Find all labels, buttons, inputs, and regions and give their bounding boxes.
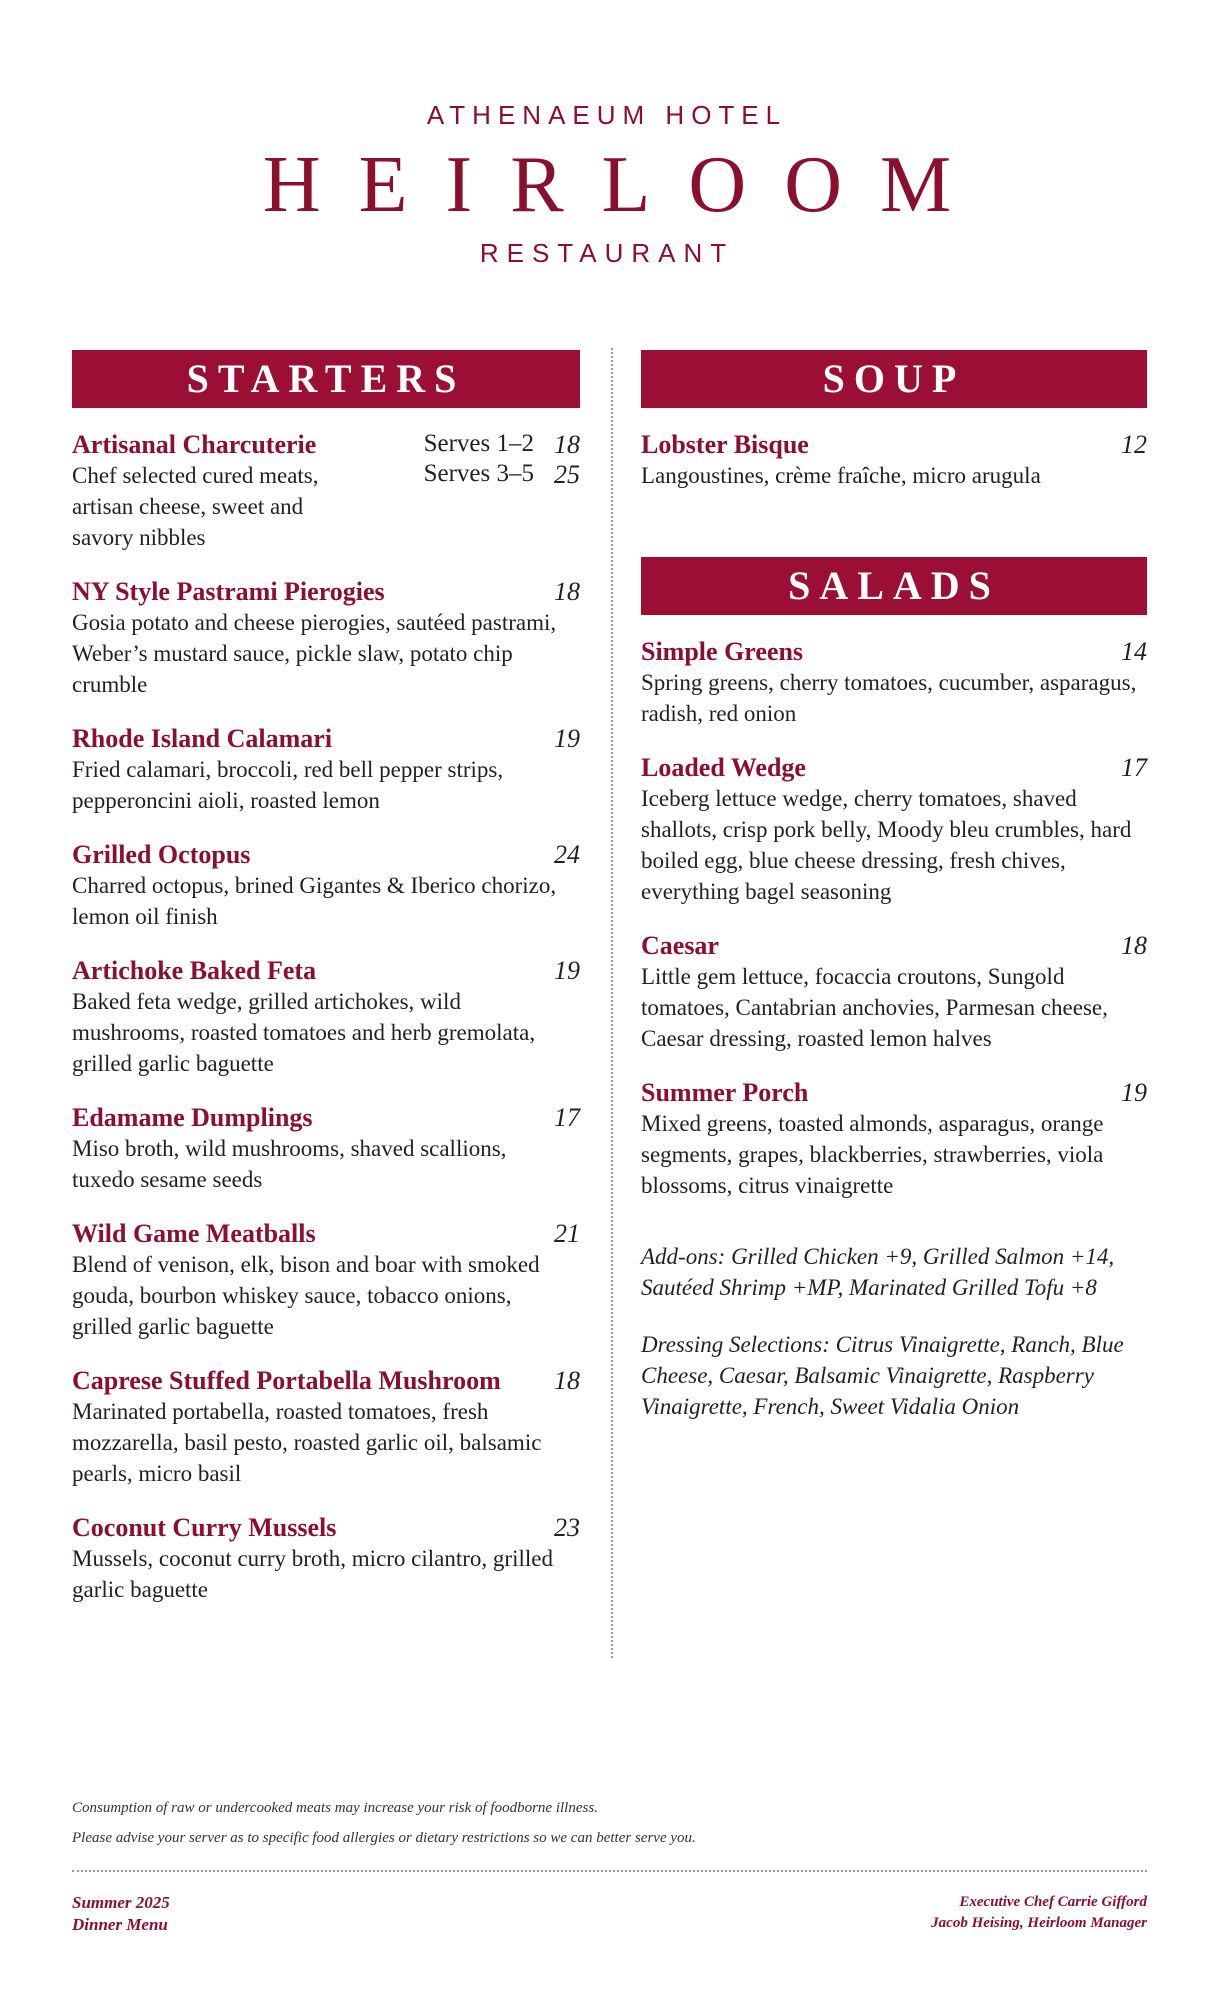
item-description: Spring greens, cherry tomatoes, cucumber, asparagus, radish, red onion <box>641 670 1137 726</box>
item-price: 17 <box>1121 753 1147 782</box>
item-name: Loaded Wedge <box>641 753 806 782</box>
item-description: Marinated portabella, roasted tomatoes, fresh mozzarella, basil pesto, roasted garlic oil, balsamic pearls, micro basil <box>72 1399 542 1486</box>
item-description: Little gem lettuce, focaccia croutons, Sungold tomatoes, Cantabrian anchovies, Parmesan cheese, Caesar dressing, roasted lemon halves <box>641 964 1108 1051</box>
menu-item <box>72 840 580 932</box>
staff-credits <box>931 1892 1147 1934</box>
menu-item <box>72 724 580 816</box>
menu-item <box>72 1366 580 1489</box>
item-name: Grilled Octopus <box>72 840 251 869</box>
menu-type-label: Dinner Menu <box>72 1915 168 1934</box>
item-price: 18 <box>554 577 580 606</box>
starters-section <box>72 350 580 1605</box>
manager-credit: Jacob Heising, Heirloom Manager <box>931 1915 1147 1931</box>
item-price: 12 <box>1121 430 1147 459</box>
soup-salads-section <box>641 350 1147 1422</box>
item-name: NY Style Pastrami Pierogies <box>72 577 385 606</box>
item-name: Caesar <box>641 931 719 960</box>
item-price: 18 <box>1121 931 1147 960</box>
item-description: Charred octopus, brined Gigantes & Iberico chorizo, lemon oil finish <box>72 873 557 929</box>
menu-item <box>72 577 580 700</box>
serves-small: Serves 1–2 <box>423 430 534 457</box>
menu-item <box>641 430 1147 491</box>
item-name: Edamame Dumplings <box>72 1103 313 1132</box>
item-price: 19 <box>1121 1078 1147 1107</box>
item-name: Lobster Bisque <box>641 430 809 459</box>
item-description: Mussels, coconut curry broth, micro cilantro, grilled garlic baguette <box>72 1546 553 1602</box>
item-description: Chef selected cured meats, artisan cheese, sweet and savory nibbles <box>72 463 319 550</box>
item-price: 18 <box>554 1366 580 1395</box>
item-name: Caprese Stuffed Portabella Mushroom <box>72 1366 501 1395</box>
price-large: 25 <box>554 460 580 489</box>
footer-divider <box>72 1870 1147 1872</box>
disclaimer-foodborne: Consumption of raw or undercooked meats may increase your risk of foodborne illness. <box>72 1800 598 1816</box>
item-price: 14 <box>1121 637 1147 666</box>
brand-heirloom-logo: HEIRLOOM <box>262 141 990 229</box>
item-description: Langoustines, crème fraîche, micro arugula <box>641 463 1041 488</box>
menu-item <box>641 931 1147 1054</box>
item-description: Miso broth, wild mushrooms, shaved scallions, tuxedo sesame seeds <box>72 1136 507 1192</box>
menu-item <box>72 1513 580 1605</box>
item-name: Rhode Island Calamari <box>72 724 333 753</box>
salads-banner: SALADS <box>641 557 1147 615</box>
item-price: 19 <box>554 956 580 985</box>
price-small: 18 <box>554 430 580 459</box>
item-price: 17 <box>554 1103 580 1132</box>
item-name: Simple Greens <box>641 637 804 666</box>
menu-item <box>641 753 1147 907</box>
disclaimer-allergies: Please advise your server as to specific food allergies or dietary restrictions so we can better serve you. <box>72 1830 696 1846</box>
brand-hotel: ATHENAEUM HOTEL <box>426 100 788 130</box>
item-description: Blend of venison, elk, bison and boar with smoked gouda, bourbon whiskey sauce, tobacco onions, grilled garlic baguette <box>72 1252 540 1339</box>
menu-item <box>72 1219 580 1342</box>
item-name: Summer Porch <box>641 1078 809 1107</box>
menu-season <box>72 1892 170 1936</box>
item-price: 19 <box>554 724 580 753</box>
season-label: Summer 2025 <box>72 1893 170 1912</box>
dressing-selections-note: Dressing Selections: Citrus Vinaigrette, Ranch, Blue Cheese, Caesar, Balsamic Vinaigrette, Raspberry Vinaigrette, French, Sweet Vidalia Onion <box>641 1332 1124 1419</box>
item-name: Coconut Curry Mussels <box>72 1513 337 1542</box>
item-price: 23 <box>554 1513 580 1542</box>
chef-credit: Executive Chef Carrie Gifford <box>959 1894 1147 1910</box>
menu-item <box>72 1103 580 1195</box>
soup-banner: SOUP <box>641 350 1147 408</box>
addons-note: Add-ons: Grilled Chicken +9, Grilled Salmon +14, Sautéed Shrimp +MP, Marinated Grilled Tofu +8 <box>641 1244 1115 1300</box>
menu-item <box>72 956 580 1079</box>
item-name: Wild Game Meatballs <box>72 1219 316 1248</box>
menu-item-charcuterie <box>72 430 580 553</box>
item-description: Baked feta wedge, grilled artichokes, wild mushrooms, roasted tomatoes and herb gremolata, grilled garlic baguette <box>72 989 536 1076</box>
item-price: 24 <box>554 840 580 869</box>
menu-item <box>641 1078 1147 1201</box>
item-description: Mixed greens, toasted almonds, asparagus, orange segments, grapes, blackberries, strawberries, viola blossoms, citrus vinaigrette <box>641 1111 1104 1198</box>
starters-banner: STARTERS <box>72 350 580 408</box>
item-description: Iceberg lettuce wedge, cherry tomatoes, shaved shallots, crisp pork belly, Moody bleu crumbles, hard boiled egg, blue cheese dressing, fresh chives, everything bagel seasoning <box>641 786 1132 904</box>
column-divider <box>611 348 613 1658</box>
serves-large: Serves 3–5 <box>423 460 534 487</box>
brand-restaurant: RESTAURANT <box>479 238 735 268</box>
menu-item <box>641 637 1147 729</box>
item-description: Fried calamari, broccoli, red bell pepper strips, pepperoncini aioli, roasted lemon <box>72 757 504 813</box>
item-name: Artisanal Charcuterie <box>72 430 317 459</box>
item-description: Gosia potato and cheese pierogies, sautéed pastrami, Weber’s mustard sauce, pickle slaw, potato chip crumble <box>72 610 557 697</box>
item-name: Artichoke Baked Feta <box>72 956 317 985</box>
item-price: 21 <box>554 1219 580 1248</box>
